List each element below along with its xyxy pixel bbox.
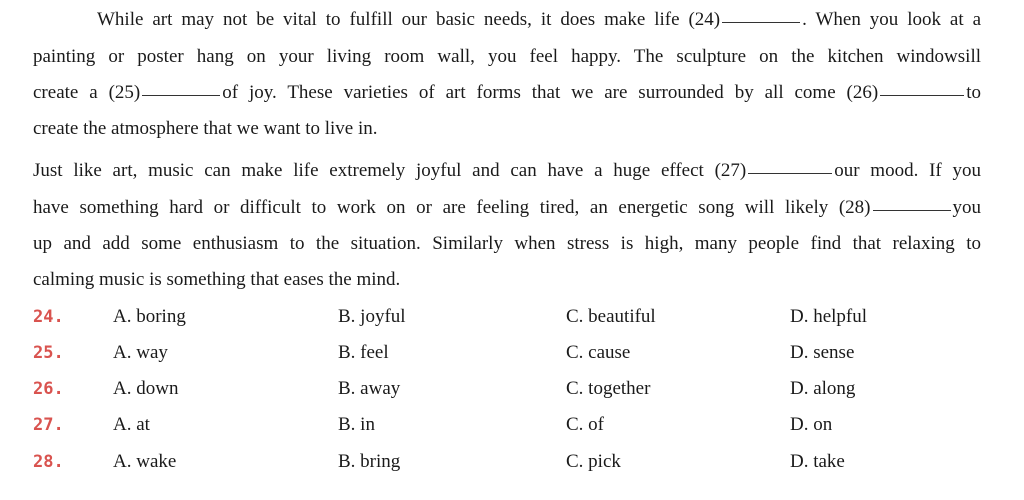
option-b[interactable]: B. bring	[338, 451, 401, 472]
passage-line-5	[33, 159, 981, 183]
option-a[interactable]: A. boring	[113, 306, 186, 327]
passage-text: have something hard or difficult to work on or are feeling tired, an energetic song will likely (28)	[33, 197, 871, 218]
blank-24	[722, 21, 800, 23]
passage-line-7	[33, 232, 981, 256]
question-number: 28.	[33, 452, 64, 472]
option-d[interactable]: D. take	[790, 451, 845, 472]
passage-line-8	[33, 268, 981, 292]
passage-text: calming music is something that eases the mind.	[33, 269, 401, 290]
option-c[interactable]: C. pick	[566, 451, 621, 472]
question-row	[33, 449, 993, 475]
option-b[interactable]: B. away	[338, 378, 401, 399]
question-row	[33, 412, 993, 438]
passage-line-1	[97, 8, 981, 32]
option-a[interactable]: A. wake	[113, 451, 177, 472]
passage-line-3	[33, 81, 981, 105]
option-a[interactable]: A. at	[113, 414, 150, 435]
blank-26	[880, 94, 964, 96]
option-d[interactable]: D. along	[790, 378, 856, 399]
question-number: 26.	[33, 379, 64, 399]
option-d[interactable]: D. sense	[790, 342, 855, 363]
blank-28	[873, 209, 951, 211]
question-number: 25.	[33, 343, 64, 363]
question-number: 24.	[33, 307, 64, 327]
passage-text: create the atmosphere that we want to live in.	[33, 118, 378, 139]
option-b[interactable]: B. in	[338, 414, 375, 435]
option-b[interactable]: B. feel	[338, 342, 389, 363]
option-a[interactable]: A. down	[113, 378, 179, 399]
option-a[interactable]: A. way	[113, 342, 168, 363]
question-row	[33, 376, 993, 402]
option-d[interactable]: D. on	[790, 414, 833, 435]
passage-line-6	[33, 196, 981, 220]
passage-line-4	[33, 117, 981, 141]
passage-text: of joy. These varieties of art forms that we are surrounded by all come (26)	[222, 82, 879, 103]
blank-27	[748, 172, 832, 174]
blank-25	[142, 94, 220, 96]
passage-text: . When you look at a	[802, 9, 981, 30]
option-c[interactable]: C. together	[566, 378, 651, 399]
passage-text: painting or poster hang on your living room wall, you feel happy. The sculpture on the kitchen windowsill	[33, 46, 981, 67]
option-c[interactable]: C. of	[566, 414, 604, 435]
passage-text: create a (25)	[33, 82, 141, 103]
passage-line-2	[33, 45, 981, 69]
passage-text: up and add some enthusiasm to the situation. Similarly when stress is high, many people find that relaxing to	[33, 233, 981, 254]
passage-text: While art may not be vital to fulfill our basic needs, it does make life (24)	[97, 9, 721, 30]
passage-text: to	[966, 82, 981, 103]
passage-text: you	[952, 197, 981, 218]
passage-text: our mood. If you	[834, 160, 981, 181]
question-row	[33, 340, 993, 366]
question-row	[33, 304, 993, 330]
option-c[interactable]: C. cause	[566, 342, 631, 363]
option-c[interactable]: C. beautiful	[566, 306, 656, 327]
passage-text: Just like art, music can make life extremely joyful and can have a huge effect (27)	[33, 160, 747, 181]
option-b[interactable]: B. joyful	[338, 306, 406, 327]
option-d[interactable]: D. helpful	[790, 306, 868, 327]
question-number: 27.	[33, 415, 64, 435]
